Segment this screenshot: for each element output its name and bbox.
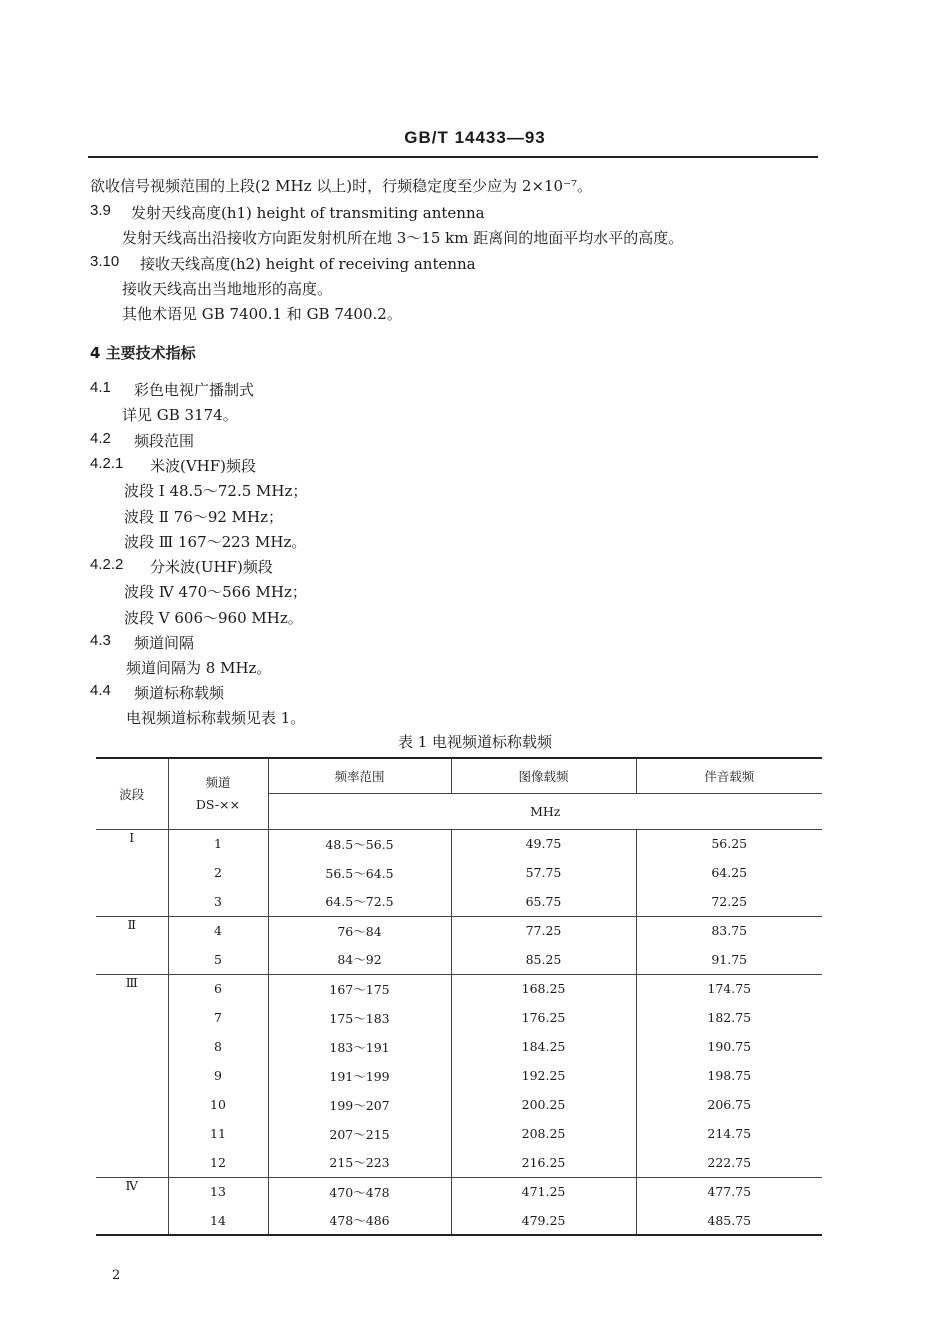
- band-cell: [96, 1206, 168, 1235]
- band-cell: Ⅲ: [96, 974, 168, 1003]
- freq-range-cell: 199～207: [268, 1090, 451, 1119]
- header-channel-line1: 频道: [205, 774, 231, 790]
- sound-carrier-cell: 206.75: [707, 1097, 752, 1112]
- section-3-10-number: 3.10: [90, 253, 120, 270]
- section-3-9-number: 3.9: [90, 202, 111, 219]
- section-4-2-2-number: 4.2.2: [90, 556, 124, 573]
- freq-range-cell: 167～175: [268, 974, 451, 1003]
- section-4-4-body: 电视频道标称载频见表 1。: [126, 709, 306, 727]
- freq-range-cell: 191～199: [268, 1061, 451, 1090]
- section-4-1-title: 彩色电视广播制式: [134, 381, 255, 399]
- freq-range-cell: 478～486: [268, 1206, 451, 1235]
- sound-carrier-cell: 174.75: [707, 981, 752, 997]
- image-carrier-cell: 192.25: [451, 1061, 636, 1090]
- band-4-line: 波段 Ⅳ 470～566 MHz；: [124, 583, 307, 601]
- channel-cell: 11: [168, 1119, 268, 1148]
- image-carrier-cell: 57.75: [451, 858, 636, 887]
- standard-code-header: GB/T 14433—93: [404, 128, 546, 147]
- sound-carrier-cell: 485.75: [636, 1206, 822, 1235]
- sound-carrier-cell: 64.25: [711, 865, 748, 880]
- channel-cell: 7: [168, 1003, 268, 1032]
- band-2-line: 波段 Ⅱ 76～92 MHz；: [124, 508, 284, 526]
- image-carrier-cell: 184.25: [451, 1032, 636, 1061]
- channel-cell: 10: [168, 1090, 268, 1119]
- section-4-3-title: 频道间隔: [134, 634, 195, 652]
- band-cell: [96, 887, 168, 916]
- channel-cell: 5: [168, 945, 268, 974]
- section-3-9-body: 发射天线高出沿接收方向距发射机所在地 3～15 km 距离间的地面平均水平的高度。: [122, 229, 684, 247]
- band-cell: Ⅳ: [96, 1177, 168, 1206]
- band-cell: [96, 1119, 168, 1148]
- band-cell: [96, 1003, 168, 1032]
- image-carrier-cell: 471.25: [451, 1177, 636, 1206]
- section-4-4-title: 频道标称载频: [134, 684, 225, 702]
- band-cell: [96, 1032, 168, 1061]
- channel-cell: 8: [168, 1032, 268, 1061]
- channel-cell: 13: [168, 1177, 268, 1206]
- header-rule: [88, 156, 818, 158]
- freq-range-cell: 64.5～72.5: [268, 887, 451, 916]
- band-cell: [96, 858, 168, 887]
- section-3-10-body: 接收天线高出当地地形的高度。: [122, 280, 333, 298]
- header-image-carrier: 图像载频: [451, 758, 636, 793]
- image-carrier-cell: 176.25: [451, 1003, 636, 1032]
- section-4-2-number: 4.2: [90, 430, 111, 447]
- page-number: 2: [112, 1268, 121, 1283]
- section-4-heading: 4 主要技术指标: [90, 344, 196, 362]
- section-3-10-title: 接收天线高度(h2) height of receiving antenna: [140, 255, 476, 273]
- band-1-line: 波段 Ⅰ 48.5～72.5 MHz；: [124, 482, 308, 500]
- sound-carrier-cell: 214.75: [707, 1126, 752, 1141]
- section-4-2-title: 频段范围: [134, 432, 195, 450]
- band-cell: [96, 945, 168, 974]
- sound-carrier-cell: 222.75: [636, 1148, 822, 1177]
- sound-carrier-cell: 198.75: [707, 1068, 752, 1083]
- sound-carrier-cell: 182.75: [707, 1010, 752, 1025]
- freq-range-cell: 207～215: [268, 1119, 451, 1148]
- image-carrier-cell: 216.25: [451, 1148, 636, 1177]
- channel-cell: 9: [168, 1061, 268, 1090]
- freq-range-cell: 183～191: [268, 1032, 451, 1061]
- freq-range-cell: 470～478: [268, 1177, 451, 1206]
- section-4-2-2-title: 分米波(UHF)频段: [150, 558, 273, 576]
- header-freq-range: 频率范围: [268, 758, 451, 793]
- section-3-10-other-terms: 其他术语见 GB 7400.1 和 GB 7400.2。: [122, 305, 402, 323]
- section-4-3-body: 频道间隔为 8 MHz。: [126, 659, 272, 677]
- channel-table: [96, 757, 822, 1236]
- image-carrier-cell: 85.25: [451, 945, 636, 974]
- header-unit: MHz: [268, 793, 822, 829]
- sound-carrier-cell: 477.75: [707, 1184, 752, 1200]
- band-cell: [96, 1148, 168, 1177]
- sound-carrier-cell: 56.25: [711, 836, 748, 852]
- section-4-3-number: 4.3: [90, 632, 111, 649]
- channel-cell: 3: [168, 887, 268, 916]
- freq-range-cell: 56.5～64.5: [268, 858, 451, 887]
- band-3-line: 波段 Ⅲ 167～223 MHz。: [124, 533, 307, 551]
- section-4-2-1-title: 米波(VHF)频段: [150, 457, 257, 475]
- header-channel-line2: DS-××: [195, 796, 241, 812]
- header-band: 波段: [96, 758, 168, 829]
- header-channel: [168, 758, 268, 829]
- band-cell: Ⅱ: [96, 916, 168, 945]
- section-4-1-number: 4.1: [90, 379, 111, 396]
- section-3-9-title: 发射天线高度(h1) height of transmiting antenna: [131, 204, 485, 222]
- channel-cell: 14: [168, 1206, 268, 1235]
- channel-cell: 2: [168, 858, 268, 887]
- freq-range-cell: 84～92: [268, 945, 451, 974]
- sound-carrier-cell: 72.25: [636, 887, 822, 916]
- freq-range-cell: 48.5～56.5: [268, 829, 451, 858]
- image-carrier-cell: 49.75: [451, 829, 636, 858]
- sound-carrier-cell: 91.75: [636, 945, 822, 974]
- image-carrier-cell: 77.25: [451, 916, 636, 945]
- freq-range-cell: 215～223: [268, 1148, 451, 1177]
- image-carrier-cell: 208.25: [451, 1119, 636, 1148]
- band-5-line: 波段 Ⅴ 606～960 MHz。: [124, 609, 303, 627]
- freq-range-cell: 175～183: [268, 1003, 451, 1032]
- image-carrier-cell: 168.25: [451, 974, 636, 1003]
- section-4-4-number: 4.4: [90, 682, 111, 699]
- section-4-1-body: 详见 GB 3174。: [122, 406, 238, 424]
- table-caption: 表 1 电视频道标称载频: [397, 733, 553, 751]
- channel-cell: 6: [168, 974, 268, 1003]
- section-4-2-1-number: 4.2.1: [90, 455, 124, 472]
- freq-range-cell: 76～84: [268, 916, 451, 945]
- image-carrier-cell: 200.25: [451, 1090, 636, 1119]
- band-cell: [96, 1090, 168, 1119]
- sound-carrier-cell: 190.75: [707, 1039, 752, 1054]
- channel-cell: 12: [168, 1148, 268, 1177]
- image-carrier-cell: 479.25: [451, 1206, 636, 1235]
- continuation-line: 欲收信号视频范围的上段(2 MHz 以上)时，行频稳定度至少应为 2×10⁻⁷。: [90, 177, 593, 195]
- channel-cell: 1: [168, 829, 268, 858]
- band-cell: [96, 1061, 168, 1090]
- header-sound-carrier: 伴音载频: [636, 758, 822, 793]
- sound-carrier-cell: 83.75: [711, 923, 748, 939]
- image-carrier-cell: 65.75: [451, 887, 636, 916]
- channel-cell: 4: [168, 916, 268, 945]
- band-cell: Ⅰ: [96, 829, 168, 858]
